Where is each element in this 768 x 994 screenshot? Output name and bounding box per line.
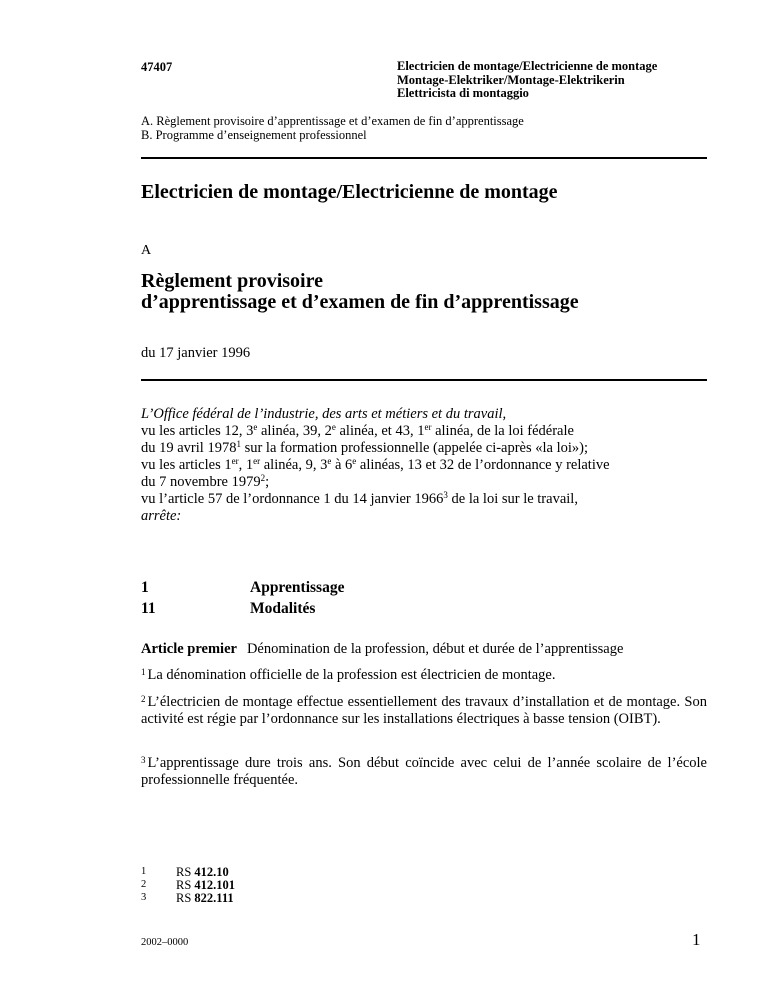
preamble-authority: L’Office fédéral de l’industrie, des arts et métiers et du travail, [141,406,507,422]
chapter-number: 1 [141,579,149,596]
preamble-line: du 7 novembre 1979$^2$; [141,473,270,490]
divider-middle [141,379,707,381]
header-title-fr: Electricien de montage/Electricienne de montage [397,59,658,73]
footnote-number: 1 [141,866,147,877]
contents-item-a: A. Règlement provisoire d’apprentissage et d’examen de fin d’apprentissage [141,114,524,128]
chapter-title: Apprentissage [250,579,345,596]
article-title: Dénomination de la profession, début et durée de l’apprentissage [246,641,624,657]
header-title-de: Montage-Elektriker/Montage-Elektrikerin [397,72,625,87]
preamble [141,406,707,525]
footnote-number: 2 [141,879,147,890]
contents-item-b: B. Programme d’enseignement professionnel [141,128,367,142]
section-letter: A [141,243,152,258]
regulation-title [141,271,579,313]
subchapter-title: Modalités [250,600,316,617]
footnote-ref[interactable]: 1 [236,439,241,449]
footnote-number: 3 [141,892,147,903]
article-paragraph-1: $^1$ La dénomination officielle de la profession est électricien de montage. [141,667,556,683]
header-title-it: Elettricista di montaggio [397,86,529,100]
regulation-date: du 17 janvier 1996 [141,345,251,361]
regulation-title-line2: d’apprentissage et d’examen de fin d’apprentissage [141,291,579,313]
footer-code: 2002–0000 [141,937,189,948]
preamble-decides: arrête: [141,508,182,524]
footnote-ref[interactable]: 2 [260,473,266,483]
preamble-line: vu l’article 57 de l’ordonnance 1 du 14 janvier 1966$^3$ de la loi sur le travail, [141,490,578,507]
footnote-text: RS 412.101 [176,878,236,892]
divider-top [141,157,707,159]
subchapter-number: 11 [141,600,156,617]
contents-list [141,114,524,142]
footnote-text: RS 822.111 [176,891,234,905]
document-number: 47407 [141,60,173,74]
article-paragraph-3: $^3$ L’apprentissage dure trois ans. Son début coïncide avec celui de l’année scolaire de l’école professionnelle fréquentée. [141,755,707,788]
article-label: Article premier [141,641,237,657]
preamble-line: vu les articles 1er, 1er alinéa, 9, 3e à 6e alinéas, 13 et 32 de l’ordonnance y relative [141,456,610,473]
preamble-line: vu les articles 12, 3e alinéa, 39, 2e alinéa, et 43, 1er alinéa, de la loi fédérale [141,422,574,439]
preamble-line: du 19 avril 1978$^1$ sur la formation professionnelle (appelée ci-après «la loi»); [141,439,589,456]
page-number: 1 [692,930,701,949]
regulation-title-line1: Règlement provisoire [141,270,324,292]
footnote-ref[interactable]: 3 [443,490,448,500]
article-paragraph-2: $^2$ L’électricien de montage effectue essentiellement des travaux d’installation et de montage. Son activité est régie par l’ordonnance sur les installations électriques à basse tension (OIBT). [141,694,707,727]
main-title: Electricien de montage/Electricienne de montage [141,181,558,203]
header-titles [397,60,657,101]
article-heading [141,641,623,658]
footnote-text: RS 412.10 [176,865,229,879]
